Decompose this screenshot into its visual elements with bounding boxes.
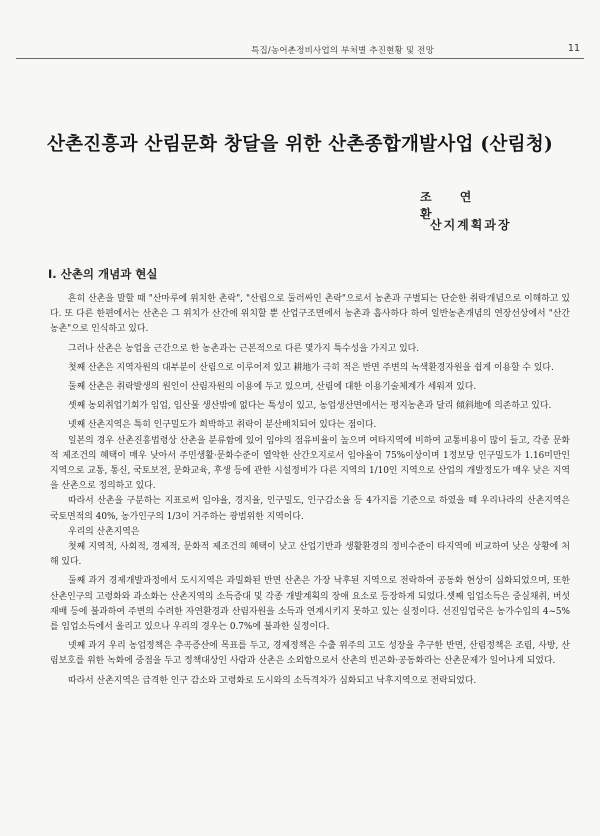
- paragraph-condition-fourth: 넷째 과거 우리 농업정책은 추곡증산에 목표를 두고, 경제정책은 수출 위주의 고도 성장을 추구한 반면, 산림정책은 조림, 사방, 산림보호를 위한 녹화에 중점을 두고 정책대상인 사람과 산촌은 소외함으로서 산촌의 빈곤화·공동화라는 산촌문제가 일어나게 되었다.: [50, 641, 570, 667]
- paragraph-special-traits: 그러나 산촌은 농업을 근간으로 한 농촌과는 근본적으로 다른 몇가지 특수성을 가지고 있다.: [68, 343, 420, 354]
- paragraph-condition-first: 첫째 지역적, 사회적, 경제적, 문화적 제조건의 혜택이 낮고 산업기반과 생활환경의 정비수준이 타지역에 비교하여 낮은 상황에 처해 있다.: [50, 542, 570, 568]
- paragraph-trait-fourth: 넷째 산촌지역은 특히 인구밀도가 희박하고 취락이 분산배치되어 있다는 점이다.: [68, 420, 377, 431]
- author-name: 조 연 환: [420, 190, 484, 221]
- author-affiliation: 산지계획과장: [430, 218, 512, 232]
- paragraph-korea-scope: 따라서 산촌을 구분하는 지표로써 임야율, 경지율, 인구밀도, 인구감소율 등 4가지를 기준으로 하였을 때 우리나라의 산촌지역은 국토면적의 40%, 농가인구의 1/3이 거주하는 광범위한 지역이다.: [50, 496, 570, 522]
- paragraph-intro: 흔히 산촌을 말할 때 "산마루에 위치한 촌락", "산림으로 둘러싸인 촌락"으로서 농촌과 구별되는 단순한 취락개념으로 이해하고 있다. 또 다른 한편에서는 산촌은 그 위치가 산간에 위치할 뿐 산업구조면에서 농촌과 흡사하다 하여 일반농촌개념의 연장선상에서 "산간농촌"으로 인식하고 있다.: [50, 294, 570, 335]
- paragraph-trait-third: 셋째 농외취업기회가 임업, 임산물 생산밖에 없다는 특성이 있고, 농업생산면에서는 평지농촌과 달리 傾斜地에 의존하고 있다.: [68, 401, 552, 412]
- paragraph-our-villages: 우리의 산촌지역은: [68, 526, 140, 537]
- body-text: [50, 292, 570, 689]
- article-title: 산촌진흥과 산림문화 창달을 위한 산촌종합개발사업 (산림청): [46, 134, 554, 155]
- paragraph-trait-first: 첫째 산촌은 지역자원의 대부분이 산림으로 이루어져 있고 耕地가 극히 적은 반면 주변의 녹색환경자원을 쉽게 이용할 수 있다.: [68, 362, 554, 373]
- paragraph-trait-second: 둘째 산촌은 취락발생의 원인이 산림자원의 이용에 두고 있으며, 산림에 대한 이용기술체계가 세워져 있다.: [68, 382, 477, 393]
- running-header: [16, 40, 584, 59]
- paragraph-japan-case: 일본의 경우 산촌진흥법령상 산촌을 분류함에 있어 임야의 점유비율이 높으며 여타지역에 비하여 교통비용이 많이 들고, 각종 문화적 제조건의 혜택이 매우 낮아서 주민생활·문화수준이 열악한 산간오지로서 임야율이 75%이상이며 1정보당 인구밀도가 1.16미만인 지역으로 교통, 통신, 국토보전, 문화교육, 후생 등에 관한 시설정비가 다른 지역의 1/10인 지역으로 산업의 개발정도가 매우 낮은 지역을 산촌으로 정의하고 있다.: [50, 435, 570, 492]
- page-number: 11: [567, 43, 580, 54]
- journal-series-title: 특집/농어촌정비사업의 부처별 추진현황 및 전망: [251, 46, 434, 56]
- paragraph-condition-second-third: 둘째 과거 경제개발과정에서 도시지역은 과밀화된 반면 산촌은 가장 낙후된 지역으로 전락하여 공동화 현상이 심화되었으며, 또한 산촌인구의 고령화와 과소화는 산촌지역의 소득증대 및 각종 개발계획의 장애 요소로 등장하게 되었다.셋째 임업소득은 중실채취, 버섯재배 등에 불과하여 주변의 수려한 자연환경과 산림자원을 소득과 연계시키지 못하고 있는 실정이다. 선진임업국은 농가수입의 4~5%를 임업소득에서 올리고 있으나 우리의 경우는 0.7%에 불과한 실정이다.: [50, 576, 570, 633]
- paragraph-conclusion: 따라서 산촌지역은 급격한 인구 감소와 고령화로 도시와의 소득격차가 심화되고 낙후지역으로 전락되었다.: [68, 675, 477, 686]
- section-heading: Ⅰ. 산촌의 개념과 현실: [48, 267, 158, 281]
